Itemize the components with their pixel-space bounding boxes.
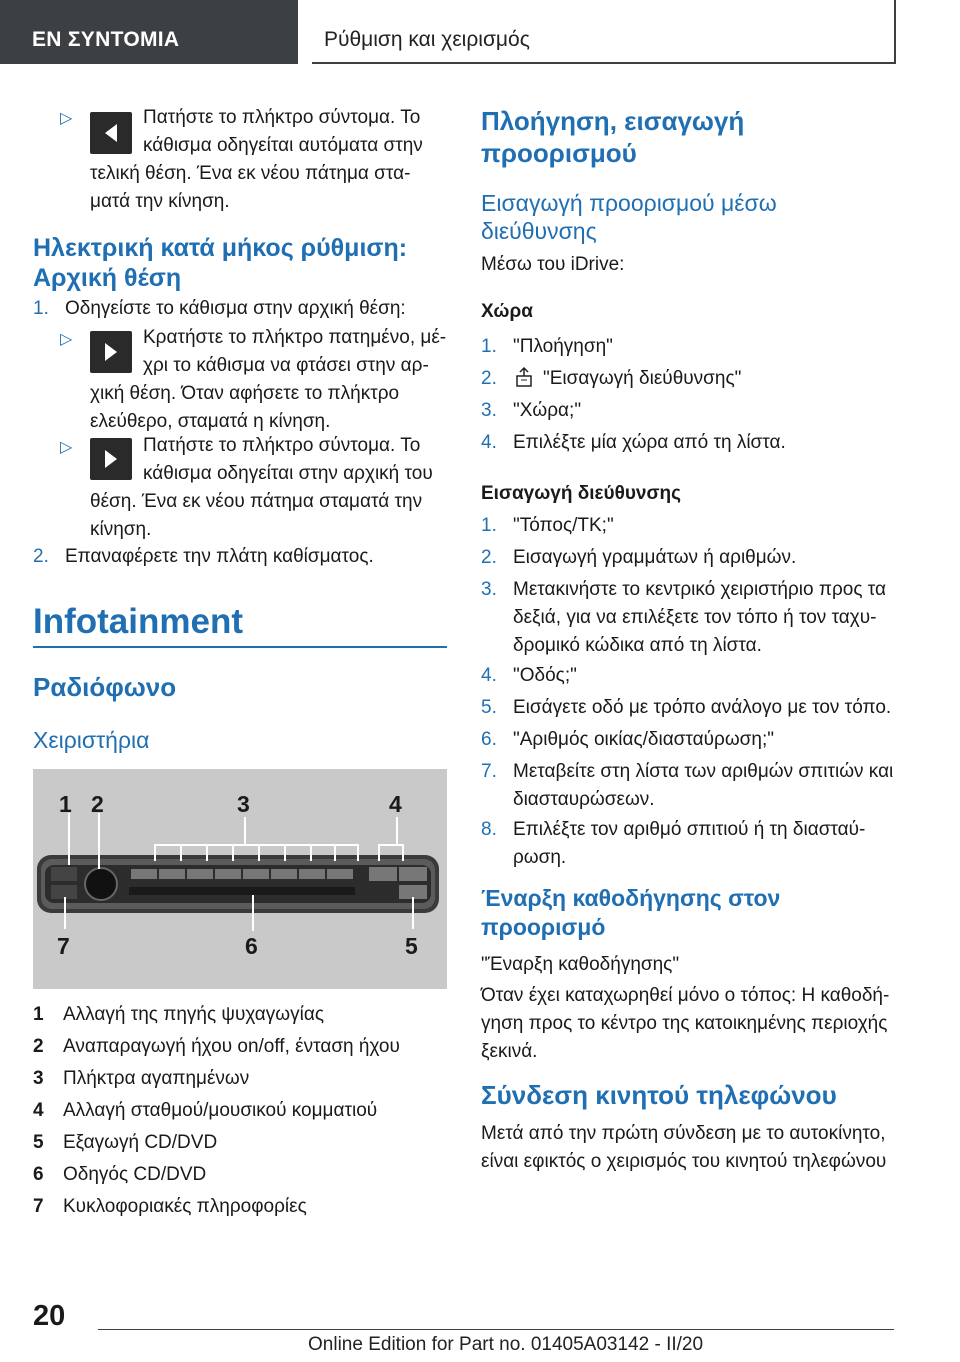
figure-label: 1 [59, 791, 72, 817]
sub-step-line: χρι το κάθισμα να φτάσει στην αρ- [143, 355, 429, 376]
list-item [481, 512, 614, 540]
label-country: Χώρα [481, 301, 533, 322]
item-number: 2. [33, 546, 49, 567]
section-heading: Ηλεκτρική κατά μήκος ρύθμιση: [33, 234, 408, 262]
item-number: 5. [481, 697, 497, 718]
legend-number: 3 [33, 1068, 44, 1089]
item-text: "Αριθμός οικίας/διασταύρωση;" [513, 729, 774, 750]
item-text-cont: διασταυρώσεων. [513, 789, 655, 810]
sub-step-line: Πατήστε το πλήκτρο σύντομα. Το [143, 435, 421, 456]
sub-step-line: κάθισμα οδηγείται στην αρχική του [143, 463, 433, 484]
legend-text: Πλήκτρα αγαπημένων [63, 1068, 250, 1089]
item-text: "Πλοήγηση" [513, 336, 613, 357]
list-item [481, 816, 865, 844]
section-title: ΕΝ ΣΥΝΤΟΜΙΑ [32, 28, 180, 51]
body-line: "Έναρξη καθοδήγησης" [481, 954, 680, 975]
list-item [481, 662, 577, 690]
legend-item [33, 1097, 377, 1125]
list-item [481, 694, 891, 722]
subsection-heading: Χειριστήρια [33, 727, 150, 753]
figure-label: 2 [91, 791, 104, 817]
section-heading: προορισμό [481, 914, 606, 940]
list-item [481, 365, 741, 393]
step-a-line: ματά την κίνηση. [90, 191, 230, 212]
chapter-title: Ρύθμιση και χειρισμός [324, 28, 530, 51]
item-text: Οδηγείστε το κάθισμα στην αρχική θέση: [65, 298, 406, 319]
list-item [481, 544, 796, 572]
section-tab [0, 0, 298, 64]
legend-item [33, 1193, 307, 1221]
label-address: Εισαγωγή διεύθυνσης [481, 483, 681, 504]
item-number: 3. [481, 579, 497, 600]
sub-step-line: ελεύθερο, σταματά η κίνηση. [90, 411, 331, 432]
body-line: είναι εφικτός ο χειρισμός του κινητού τηλεφώνου [481, 1151, 887, 1172]
figure-label: 5 [405, 933, 418, 959]
legend-number: 7 [33, 1196, 44, 1217]
item-text: Μεταβείτε στη λίστα των αριθμών σπιτιών και [513, 761, 894, 782]
item-number: 6. [481, 729, 497, 750]
item-text: "Τόπος/ΤΚ;" [513, 515, 614, 536]
triangle-bullet-icon: ▷ [60, 110, 73, 127]
section-heading: Πλοήγηση, εισαγωγή [481, 106, 745, 136]
list-item [481, 429, 786, 457]
legend-number: 1 [33, 1004, 44, 1025]
item-text: Μετακινήστε το κεντρικό χειριστήριο προς τα [513, 579, 886, 600]
list-item [481, 333, 613, 361]
item-text-cont: δεξιά, για να επιλέξετε τον τόπο ή τον ταχυ- [513, 607, 877, 628]
intro-text: Μέσω του iDrive: [481, 254, 625, 275]
step-a-line: Πατήστε το πλήκτρο σύντομα. Το [143, 107, 421, 128]
seat-button-icon [90, 331, 132, 373]
legend-text: Εξαγωγή CD/DVD [63, 1132, 218, 1153]
item-number: 7. [481, 761, 497, 782]
item-text: Εισαγωγή γραμμάτων ή αριθμών. [513, 547, 797, 568]
chapter-heading: Infotainment [33, 602, 243, 641]
list-item [481, 758, 893, 786]
figure-label: 4 [389, 791, 402, 817]
item-text: "Χώρα;" [513, 400, 582, 421]
sub-step-line: χική θέση. Όταν αφήσετε το πλήκτρο [90, 383, 400, 404]
legend-text: Κυκλοφοριακές πληροφορίες [63, 1196, 307, 1217]
legend-item [33, 1065, 249, 1093]
item-number: 3. [481, 400, 497, 421]
legend-text: Αναπαραγωγή ήχου on/off, ένταση ήχου [63, 1036, 400, 1057]
figure-label: 7 [57, 933, 70, 959]
item-number: 2. [481, 368, 497, 389]
legend-number: 4 [33, 1100, 44, 1121]
section-heading: Αρχική θέση [33, 264, 182, 292]
list-item [33, 295, 406, 323]
legend-item [33, 1161, 206, 1189]
item-number: 1. [481, 336, 497, 357]
step-a-line: κάθισμα οδηγείται αυτόματα στην [143, 135, 423, 156]
figure-label: 3 [237, 791, 250, 817]
section-heading: Ραδιόφωνο [33, 672, 177, 702]
list-item [33, 543, 374, 571]
item-text: Επιλέξτε τον αριθμό σπιτιού ή τη διασταύ- [513, 819, 866, 840]
section-heading: Έναρξη καθοδήγησης στον [481, 885, 781, 911]
item-number: 8. [481, 819, 497, 840]
list-item [481, 576, 886, 604]
item-text: "Εισαγωγή διεύθυνσης" [543, 368, 742, 389]
list-item [481, 397, 581, 425]
legend-number: 6 [33, 1164, 44, 1185]
section-heading: προορισμού [481, 138, 637, 168]
legend-text: Αλλαγή σταθμού/μουσικού κομματιού [63, 1100, 378, 1121]
triangle-bullet-icon: ▷ [60, 331, 73, 348]
section-heading: Σύνδεση κινητού τηλεφώνου [481, 1080, 837, 1110]
item-number: 2. [481, 547, 497, 568]
item-number: 4. [481, 432, 497, 453]
sub-step-line: Κρατήστε το πλήκτρο πατημένο, μέ- [143, 327, 447, 348]
sub-step-line: θέση. Ένα εκ νέου πάτημα σταματά την [90, 491, 423, 512]
subsection-heading: διεύθυνσης [481, 218, 597, 244]
legend-item [33, 1129, 217, 1157]
body-line: Όταν έχει καταχωρηθεί μόνο ο τόπος: Η καθοδή- [481, 985, 890, 1006]
list-item [481, 726, 774, 754]
legend-number: 5 [33, 1132, 44, 1153]
item-text: "Οδός;" [513, 665, 577, 686]
legend-text: Αλλαγή της πηγής ψυχαγωγίας [63, 1004, 324, 1025]
seat-button-icon [90, 438, 132, 480]
item-number: 1. [481, 515, 497, 536]
page-number: 20 [33, 1300, 66, 1332]
item-text-cont: ρωση. [513, 847, 567, 868]
body-line: γηση προς το κέντρο της κατοικημένης περιοχής [481, 1013, 888, 1034]
item-text: Επιλέξτε μία χώρα από τη λίστα. [513, 432, 786, 453]
figure-label: 6 [245, 933, 258, 959]
item-number: 4. [481, 665, 497, 686]
item-text: Επαναφέρετε την πλάτη καθίσματος. [65, 546, 374, 567]
legend-item [33, 1001, 324, 1029]
step-a-line: τελική θέση. Ένα εκ νέου πάτημα στα- [90, 163, 411, 184]
subsection-heading: Εισαγωγή προορισμού μέσω [481, 190, 777, 216]
heading-rule [33, 646, 447, 648]
body-line: ξεκινά. [481, 1041, 538, 1062]
chapter-tab [312, 0, 896, 64]
legend-item [33, 1033, 400, 1061]
triangle-bullet-icon: ▷ [60, 439, 73, 456]
seat-button-icon [90, 112, 132, 154]
legend-number: 2 [33, 1036, 44, 1057]
item-text-cont: δρομικό κώδικα από τη λίστα. [513, 635, 762, 656]
legend-text: Οδηγός CD/DVD [63, 1164, 207, 1185]
footer-rule [98, 1329, 894, 1330]
item-text: Εισάγετε οδό με τρόπο ανάλογο με τον τόπο. [513, 697, 892, 718]
radio-controls-figure [33, 769, 447, 989]
body-line: Μετά από την πρώτη σύνδεση με το αυτοκίνητο, [481, 1123, 886, 1144]
sub-step-line: κίνηση. [90, 519, 152, 540]
edition-text: Online Edition for Part no. 01405A03142 - II/20 [308, 1334, 704, 1355]
navigation-icon [513, 366, 537, 388]
item-number: 1. [33, 298, 49, 319]
